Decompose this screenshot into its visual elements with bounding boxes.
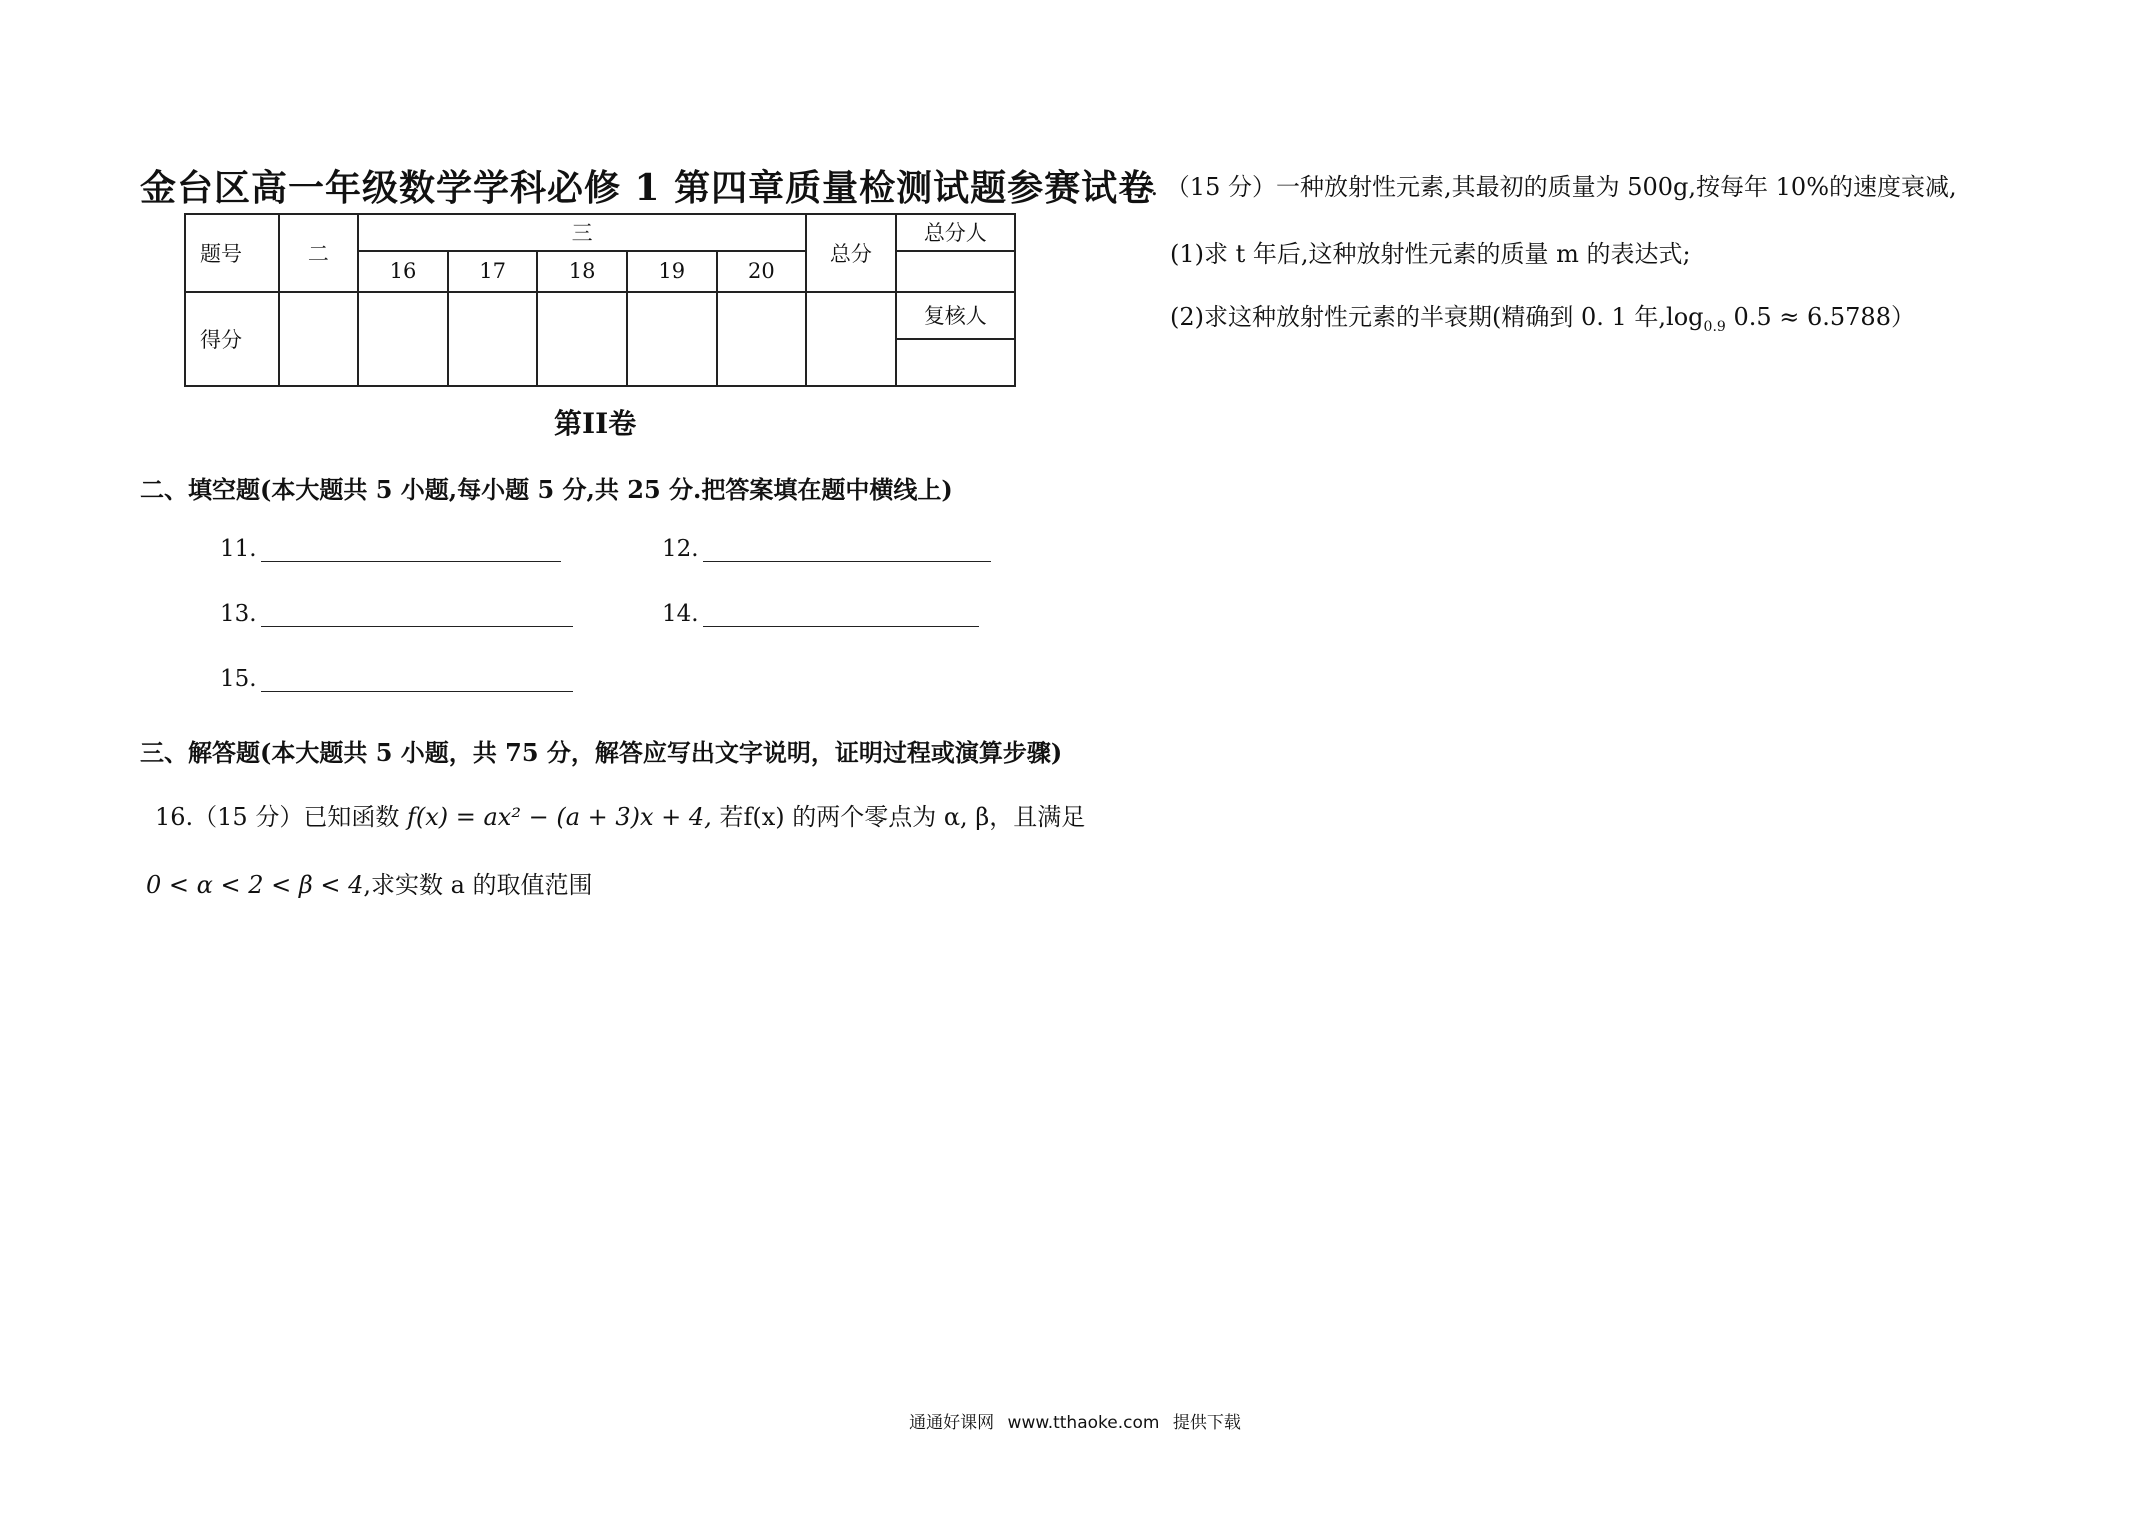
score-16[interactable] bbox=[358, 292, 448, 386]
footer bbox=[0, 1408, 2150, 1433]
blank-number: 14. bbox=[662, 601, 699, 627]
q16-condition: 0 < α < 2 < β < 4 bbox=[146, 871, 364, 899]
cell-san: 三 bbox=[358, 214, 806, 251]
score-19[interactable] bbox=[627, 292, 717, 386]
score-17[interactable] bbox=[448, 292, 538, 386]
cell-er: 二 bbox=[279, 214, 359, 292]
blank-15[interactable] bbox=[220, 666, 573, 692]
score-er[interactable] bbox=[279, 292, 359, 386]
q17-line3: (2)求这种放射性元素的半衰期(精确到 0. 1 年$,\log_{0.9}$ 0.5 ≈ 6.5788） bbox=[1170, 303, 1915, 335]
footer-url[interactable]: www.tthaoke.com bbox=[1007, 1413, 1160, 1433]
cell-defen: 得分 bbox=[185, 292, 279, 386]
blank-14[interactable] bbox=[662, 601, 979, 627]
score-total[interactable] bbox=[806, 292, 896, 386]
blank-number: 12. bbox=[662, 536, 699, 562]
cell-fuheren: 复核人 bbox=[896, 292, 1015, 339]
q17-line1: 17. （15 分）一种放射性元素,其最初的质量为 500g,按每年 10%的速度衰减, bbox=[1120, 173, 1957, 201]
blank-13[interactable] bbox=[220, 601, 573, 627]
cell-num-16: 16 bbox=[358, 251, 448, 292]
blank-12[interactable] bbox=[662, 536, 991, 562]
part-title: 第II卷 bbox=[554, 407, 637, 440]
exam-title: 金台区高一年级数学学科必修 1 第四章质量检测试题参赛试卷 bbox=[140, 167, 1156, 209]
cell-num-17: 17 bbox=[448, 251, 538, 292]
score-20[interactable] bbox=[717, 292, 807, 386]
section3-heading: 三、解答题(本大题共 5 小题，共 75 分，解答应写出文字说明，证明过程或演算步骤) bbox=[140, 738, 1063, 767]
blank-number: 11. bbox=[220, 536, 257, 562]
cell-num-20: 20 bbox=[717, 251, 807, 292]
cell-zongfenren-blank[interactable] bbox=[896, 251, 1015, 292]
answer-line[interactable] bbox=[703, 606, 979, 627]
cell-num-19: 19 bbox=[627, 251, 717, 292]
score-18[interactable] bbox=[537, 292, 627, 386]
log-expression: $\log_{0.9} 0.5 \approx 6.5788$ bbox=[1666, 303, 1891, 335]
answer-line[interactable] bbox=[261, 541, 561, 562]
footer-tail: 提供下载 bbox=[1172, 1413, 1241, 1433]
score-table bbox=[184, 213, 1016, 387]
footer-site: 通通好课网 bbox=[909, 1413, 995, 1433]
answer-line[interactable] bbox=[261, 671, 573, 692]
q16-line2: 0 < α < 2 < β < 4,求实数 a 的取值范围 bbox=[146, 871, 593, 899]
q17-line2: (1)求 t 年后,这种放射性元素的质量 m 的表达式; bbox=[1170, 240, 1691, 268]
cell-zongfen: 总分 bbox=[806, 214, 896, 292]
section2-heading: 二、填空题(本大题共 5 小题,每小题 5 分,共 25 分.把答案填在题中横线上) bbox=[140, 475, 953, 504]
answer-line[interactable] bbox=[703, 541, 991, 562]
answer-line[interactable] bbox=[261, 606, 573, 627]
cell-tihao: 题号 bbox=[185, 214, 279, 292]
q16-function: f(x) = ax² − (a + 3)x + 4, bbox=[406, 803, 712, 831]
cell-fuheren-blank[interactable] bbox=[896, 339, 1015, 386]
blank-number: 15. bbox=[220, 666, 257, 692]
blank-11[interactable] bbox=[220, 536, 561, 562]
cell-zongfenren: 总分人 bbox=[896, 214, 1015, 251]
blank-number: 13. bbox=[220, 601, 257, 627]
cell-num-18: 18 bbox=[537, 251, 627, 292]
q16-line1: 16.（15 分）已知函数 f(x) = ax² − (a + 3)x + 4, 若f(x) 的两个零点为 α, β，且满足 bbox=[155, 803, 1086, 831]
